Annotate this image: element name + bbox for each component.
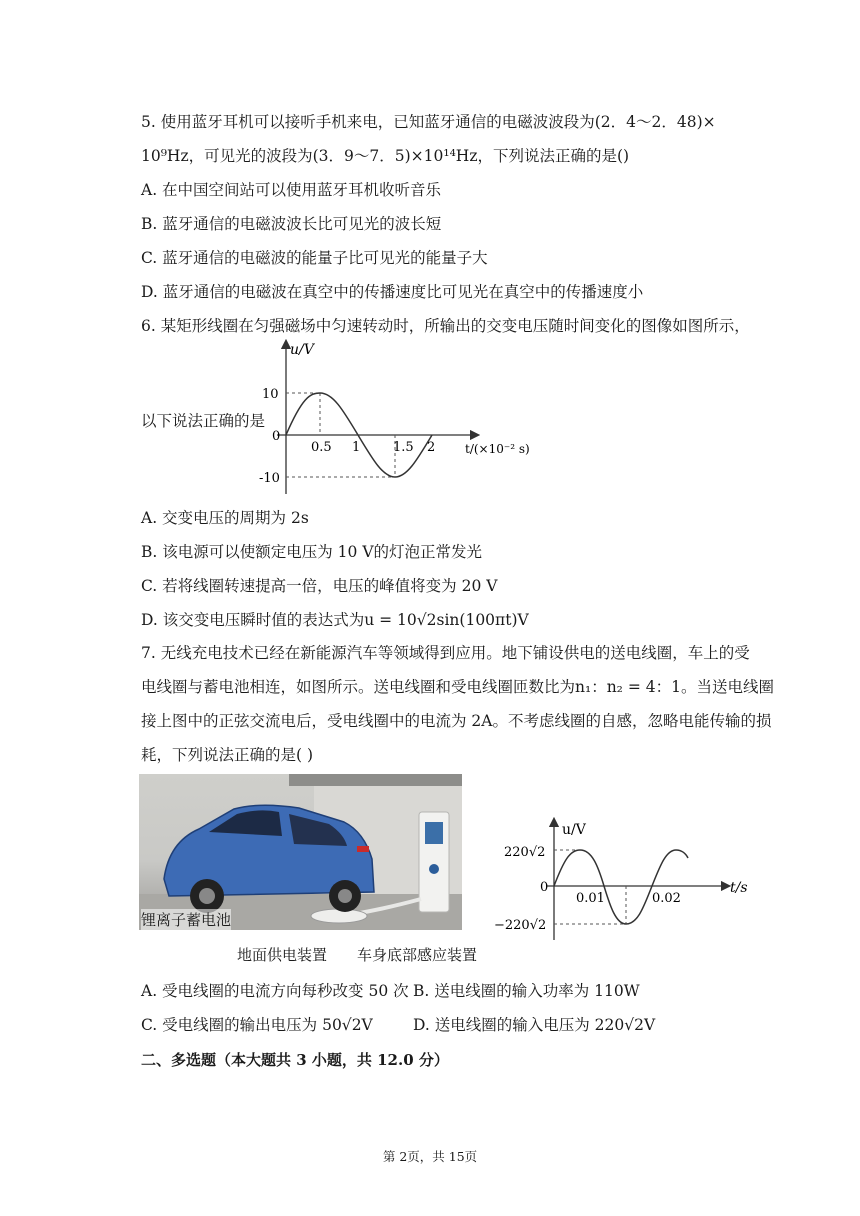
q6-option-b: B. 该电源可以使额定电压为 10 V的灯泡正常发光	[141, 543, 483, 561]
q5-stem-line1: 5. 使用蓝牙耳机可以接听手机来电，已知蓝牙通信的电磁波波段为(2．4～2．48)×	[141, 113, 716, 131]
q6-option-d: D. 该交变电压瞬时值的表达式为u = 10√2sin(100πt)V	[141, 611, 529, 629]
q6-x-axis-label: t/(×10⁻² s)	[465, 442, 530, 456]
q5-option-a: A. 在中国空间站可以使用蓝牙耳机收听音乐	[141, 181, 442, 199]
q7-option-c: C. 受电线圈的输出电压为 50√2V	[141, 1016, 373, 1034]
q7-y-tick-0: 0	[540, 880, 549, 895]
q7-stem-line2: 电线圈与蓄电池相连，如图所示。送电线圈和受电线圈匝数比为n₁：n₂ = 4：1。当送电线圈	[141, 678, 774, 696]
q6-x-tick-1: 1	[352, 440, 361, 455]
section-title-multiple-choice: 二、多选题（本大题共 3 小题，共 12.0 分）	[141, 1051, 449, 1069]
q7-stem-line1: 7. 无线充电技术已经在新能源汽车等领域得到应用。地下铺设供电的送电线圈，车上的受	[141, 644, 750, 662]
q6-x-tick-1.5: 1.5	[393, 440, 414, 455]
q7-option-a: A. 受电线圈的电流方向每秒改变 50 次	[141, 982, 409, 1000]
q6-y-tick-0: 0	[272, 429, 281, 444]
q6-option-c: C. 若将线圈转速提高一倍，电压的峰值将变为 20 V	[141, 577, 498, 595]
page-footer: 第 2页，共 15页	[382, 1149, 478, 1164]
q6-y-tick-neg10: -10	[259, 471, 280, 486]
q7-option-d: D. 送电线圈的输入电压为 220√2V	[413, 1016, 656, 1034]
q7-option-b: B. 送电线圈的输入功率为 110W	[413, 982, 640, 1000]
q6-stem-line2: 以下说法正确的是	[141, 412, 266, 430]
q7-x-tick-0.01: 0.01	[576, 891, 605, 906]
q6-stem-line1: 6. 某矩形线圈在匀强磁场中匀速转动时，所输出的交变电压随时间变化的图像如图所示，	[141, 317, 750, 335]
q7-x-axis-label: t/s	[730, 880, 748, 896]
q7-stem-line4: 耗，下列说法正确的是( )	[141, 746, 314, 764]
q7-x-tick-0.02: 0.02	[652, 891, 681, 906]
q7-y-tick-peak: 220√2	[504, 845, 546, 860]
q5-option-d: D. 蓝牙通信的电磁波在真空中的传播速度比可见光在真空中的传播速度小	[141, 283, 644, 301]
q6-y-axis-label: u/V	[290, 342, 314, 358]
q6-y-tick-10: 10	[262, 387, 279, 402]
q6-voltage-graph	[255, 338, 535, 498]
q5-stem-line2: 10⁹Hz，可见光的波段为(3．9～7．5)×10¹⁴Hz，下列说法正确的是()	[141, 147, 630, 165]
q7-sine-curve	[554, 850, 688, 924]
ground-device-caption: 地面供电装置	[237, 946, 328, 964]
q6-x-tick-0.5: 0.5	[311, 440, 332, 455]
car-illustration	[139, 774, 462, 930]
q5-option-b: B. 蓝牙通信的电磁波波长比可见光的波长短	[141, 215, 442, 233]
battery-caption: 锂离子蓄电池	[141, 911, 232, 929]
q7-stem-line3: 接上图中的正弦交流电后，受电线圈中的电流为 2A。不考虑线圈的自感，忽略电能传输的损	[141, 712, 772, 730]
car-device-caption: 车身底部感应装置	[357, 946, 478, 964]
q5-option-c: C. 蓝牙通信的电磁波的能量子比可见光的能量子大	[141, 249, 488, 267]
q7-y-tick-trough: −220√2	[494, 918, 547, 933]
q6-option-a: A. 交变电压的周期为 2s	[141, 509, 309, 527]
car-charging-photo	[139, 774, 462, 930]
q7-voltage-graph	[490, 816, 760, 944]
q7-y-axis-label: u/V	[562, 822, 586, 838]
ground-pad	[311, 909, 367, 923]
q6-x-tick-2: 2	[427, 440, 436, 455]
